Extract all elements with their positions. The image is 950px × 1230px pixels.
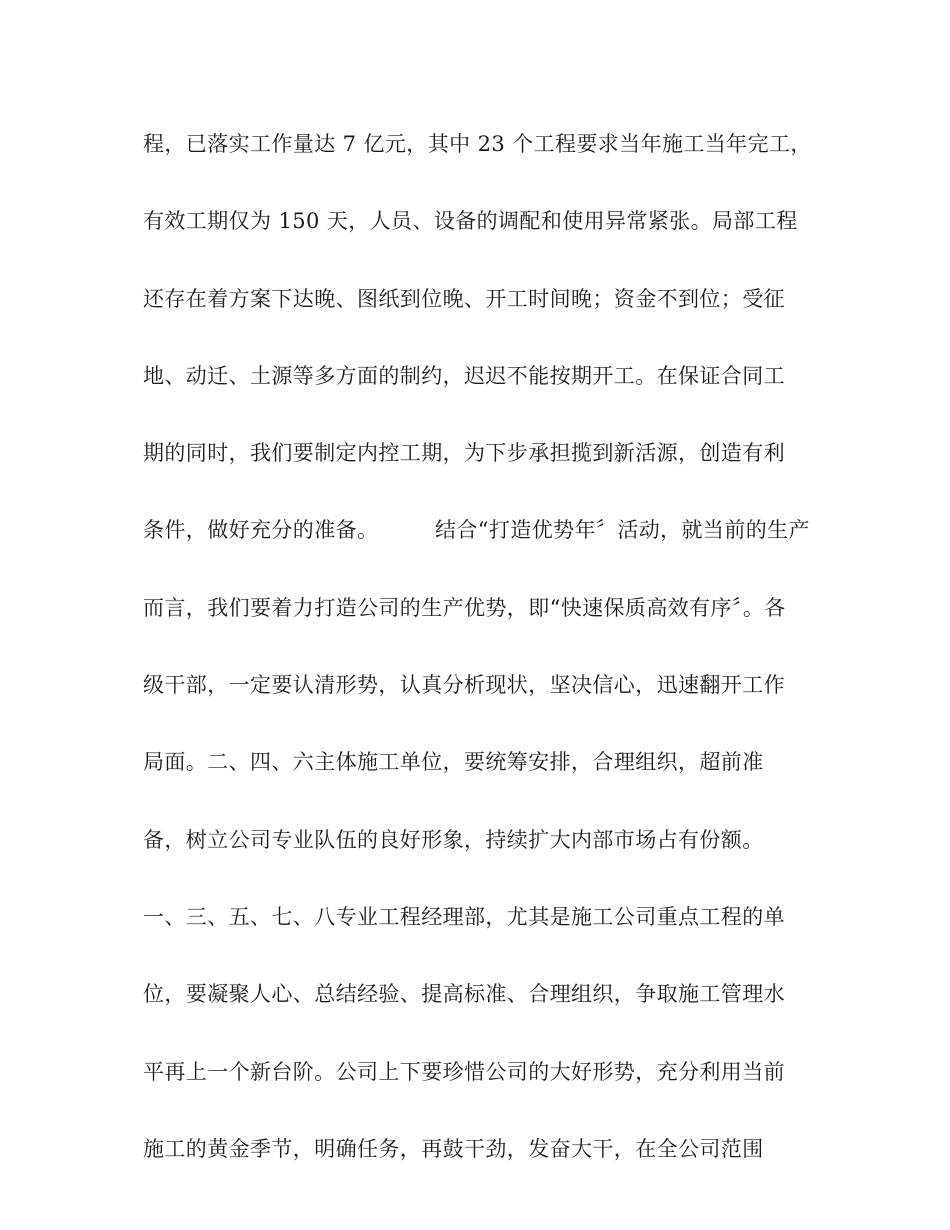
text-line: 而言，我们要着力打造公司的生产优势，即“快速保质高效有序〞。各 (143, 595, 786, 620)
text-line: 还存在着方案下达晚、图纸到位晚、开工时间晚；资金不到位；受征 (143, 286, 785, 311)
text-line: 地、动迁、土源等多方面的制约，迟迟不能按期开工。在保证合同工 (143, 363, 785, 388)
body-text (143, 118, 813, 1200)
text-line: 条件，做好充分的准备。 结合“打造优势年〞活动，就当前的生产 (143, 518, 810, 543)
text-line: 级干部，一定要认清形势，认真分析现状，坚决信心，迅速翻开工作 (143, 673, 785, 698)
text-line: 位，要凝聚人心、总结经验、提高标准、合理组织，争取施工管理水 (143, 982, 785, 1007)
text-line: 一、三、五、七、八专业工程经理部，尤其是施工公司重点工程的单 (143, 904, 785, 929)
text-line: 有效工期仅为 150 天，人员、设备的调配和使用异常紧张。局部工程 (143, 209, 798, 234)
text-line: 期的同时，我们要制定内控工期，为下步承担揽到新活源，创造有利 (143, 441, 785, 466)
text-line: 程，已落实工作量达 7 亿元，其中 23 个工程要求当年施工当年完工， (143, 132, 812, 156)
text-line: 平再上一个新台阶。公司上下要珍惜公司的大好形势，充分利用当前 (143, 1059, 785, 1084)
text-line: 施工的黄金季节，明确任务，再鼓干劲，发奋大干，在全公司范围 (143, 1136, 764, 1161)
text-line: 局面。二、四、六主体施工单位，要统筹安排，合理组织，超前准 (143, 750, 764, 775)
text-line: 备，树立公司专业队伍的良好形象，持续扩大内部市场占有份额。 (143, 827, 764, 852)
